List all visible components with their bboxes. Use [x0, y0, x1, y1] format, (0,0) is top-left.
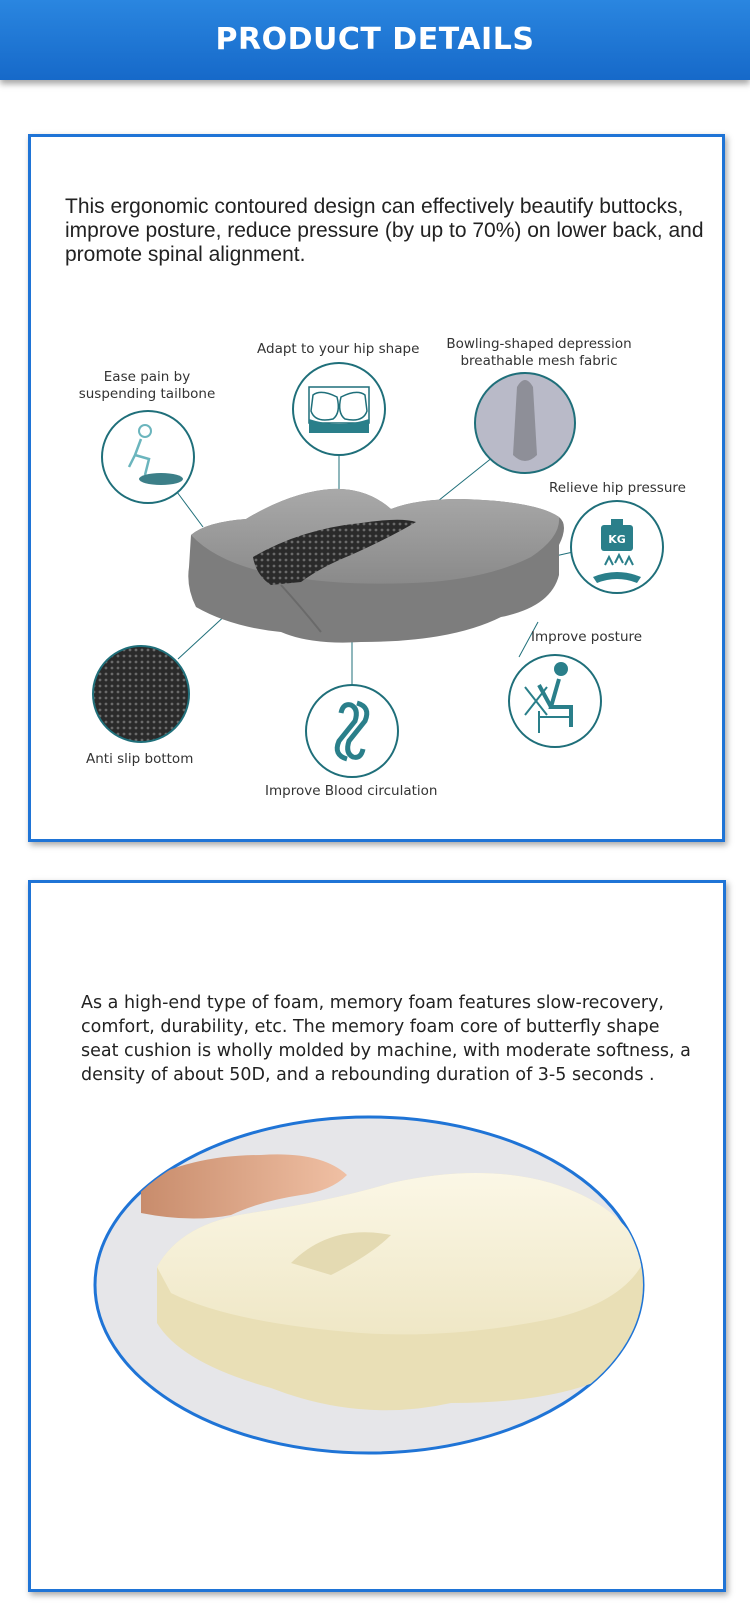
bowling-label-line1: Bowling-shaped depression	[446, 336, 632, 352]
tailbone-label-line1: Ease pain by	[103, 369, 191, 385]
kg-badge-text: KG	[608, 533, 626, 546]
page-title: PRODUCT DETAILS	[215, 22, 535, 57]
anti-slip-label: Anti slip bottom	[86, 751, 194, 767]
posture-icon	[509, 655, 601, 747]
features-intro-text: This ergonomic contoured design can effectively beautify buttocks, improve posture, reduce pressure (by up to 70%) on lower back, and promote spinal alignment.	[65, 195, 704, 266]
blood-circulation-icon	[306, 685, 398, 777]
anti-slip-mesh-image	[93, 646, 189, 742]
posture-label: Improve posture	[531, 629, 643, 645]
tailbone-label-line2: suspending tailbone	[78, 386, 216, 402]
hip-pressure-icon	[571, 501, 663, 593]
header-bar	[0, 0, 750, 80]
hip-shape-icon	[293, 363, 385, 455]
tailbone-icon	[102, 411, 194, 503]
hip-pressure-label: Relieve hip pressure	[549, 480, 686, 496]
bowling-depression-image	[475, 373, 575, 473]
blood-circulation-label: Improve Blood circulation	[265, 783, 438, 799]
bowling-label-line2: breathable mesh fabric	[460, 353, 618, 369]
memory-foam-image	[31, 883, 723, 1589]
memory-foam-intro-text: As a high-end type of foam, memory foam features slow-recovery, comfort, durability, etc. The memory foam core of butterfly shape seat cushion is wholly molded by machine, with moderate softness, a density of about 50D, and a rebounding duration of 3-5 seconds .	[81, 993, 691, 1085]
memory-foam-panel	[28, 880, 726, 1592]
seat-cushion-image	[188, 489, 564, 643]
hip-shape-label: Adapt to your hip shape	[257, 341, 420, 357]
features-panel	[28, 134, 725, 842]
